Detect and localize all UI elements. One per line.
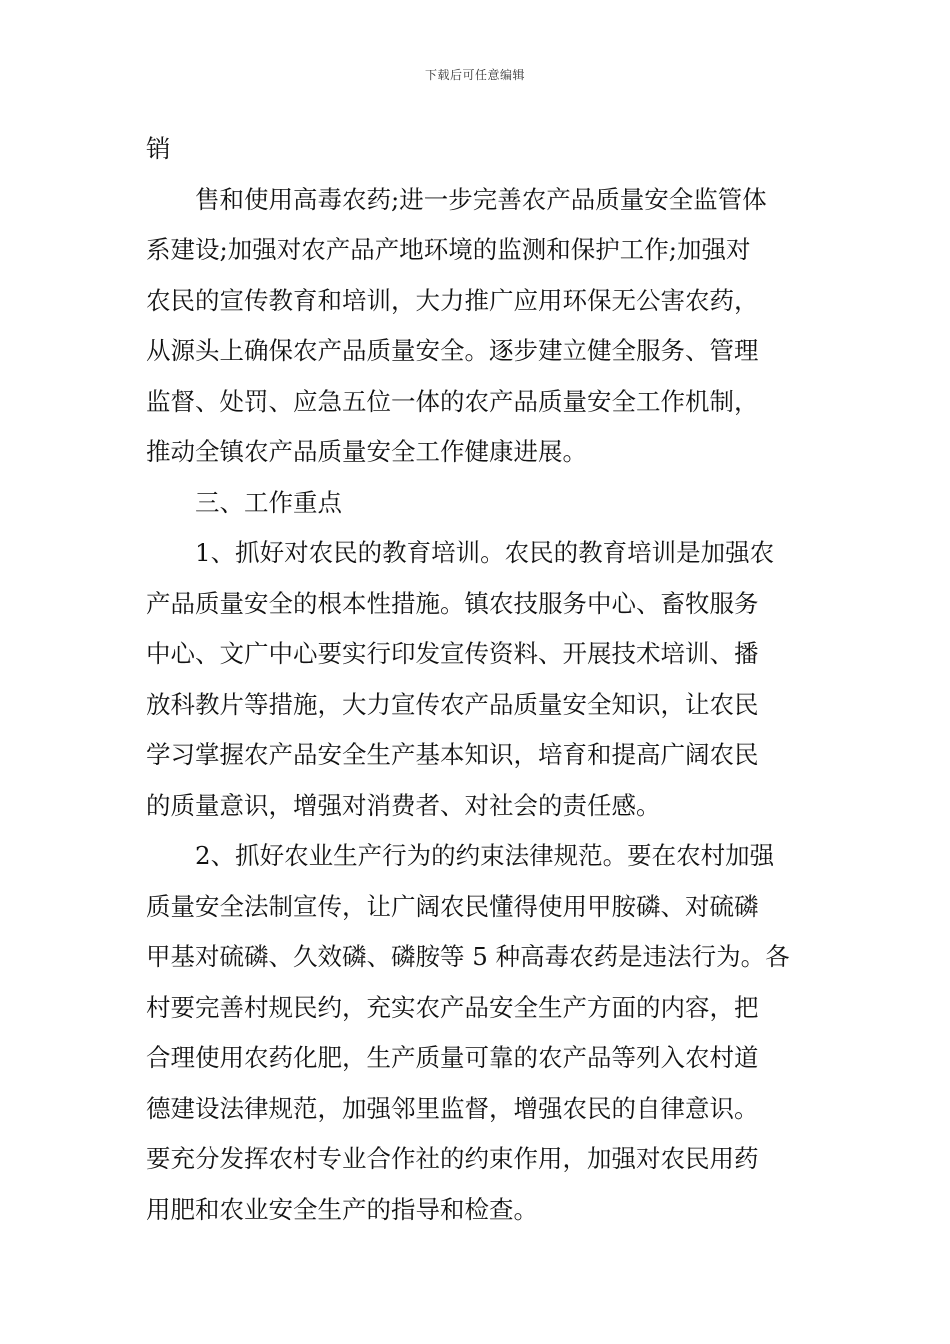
text-line: 系建设;加强对农产品产地环境的监测和保护工作;加强对 [146, 235, 751, 264]
text-line: 农民的宣传教育和培训，大力推广应用环保无公害农药， [146, 285, 759, 315]
text-line: 村要完善村规民约，充实农产品安全生产方面的内容，把 [146, 992, 759, 1022]
text-line: 合理使用农药化肥，生产质量可靠的农产品等列入农村道 [146, 1043, 759, 1072]
text-line: 放科教片等措施，大力宣传农产品质量安全知识，让农民 [146, 689, 759, 719]
text-line: 中心、文广中心要实行印发宣传资料、开展技术培训、播 [146, 639, 759, 668]
text-line: 2、抓好农业生产行为的约束法律规范。要在农村加强 [195, 841, 775, 870]
text-line: 销 [146, 134, 171, 163]
text-line: 推动全镇农产品质量安全工作健康进展。 [146, 437, 587, 466]
text-line: 监督、处罚、应急五位一体的农产品质量安全工作机制， [146, 386, 759, 416]
text-line: 售和使用高毒农药;进一步完善农产品质量安全监管体 [195, 184, 767, 214]
text-line: 要充分发挥农村专业合作社的约束作用，加强对农民用药 [146, 1144, 759, 1173]
text-line: 的质量意识，增强对消费者、对社会的责任感。 [146, 790, 661, 820]
text-line: 德建设法律规范，加强邻里监督，增强农民的自律意识。 [146, 1093, 759, 1123]
text-line: 1、抓好对农民的教育培训。农民的教育培训是加强农 [195, 538, 775, 567]
page-header: 下载后可任意编辑 [424, 68, 525, 82]
text-line: 产品质量安全的根本性措施。镇农技服务中心、畜牧服务 [146, 588, 759, 618]
text-line: 用肥和农业安全生产的指导和检查。 [146, 1194, 538, 1224]
text-line: 学习掌握农产品安全生产基本知识，培育和提高广阔农民 [146, 740, 759, 769]
text-line: 甲基对硫磷、久效磷、磷胺等 5 种高毒农药是违法行为。各 [146, 942, 790, 971]
document-body [146, 124, 810, 1235]
text-line: 质量安全法制宣传，让广阔农民懂得使用甲胺磷、对硫磷 [146, 891, 759, 921]
text-line: 从源头上确保农产品质量安全。逐步建立健全服务、管理 [146, 336, 759, 365]
text-line: 三、工作重点 [195, 487, 342, 517]
